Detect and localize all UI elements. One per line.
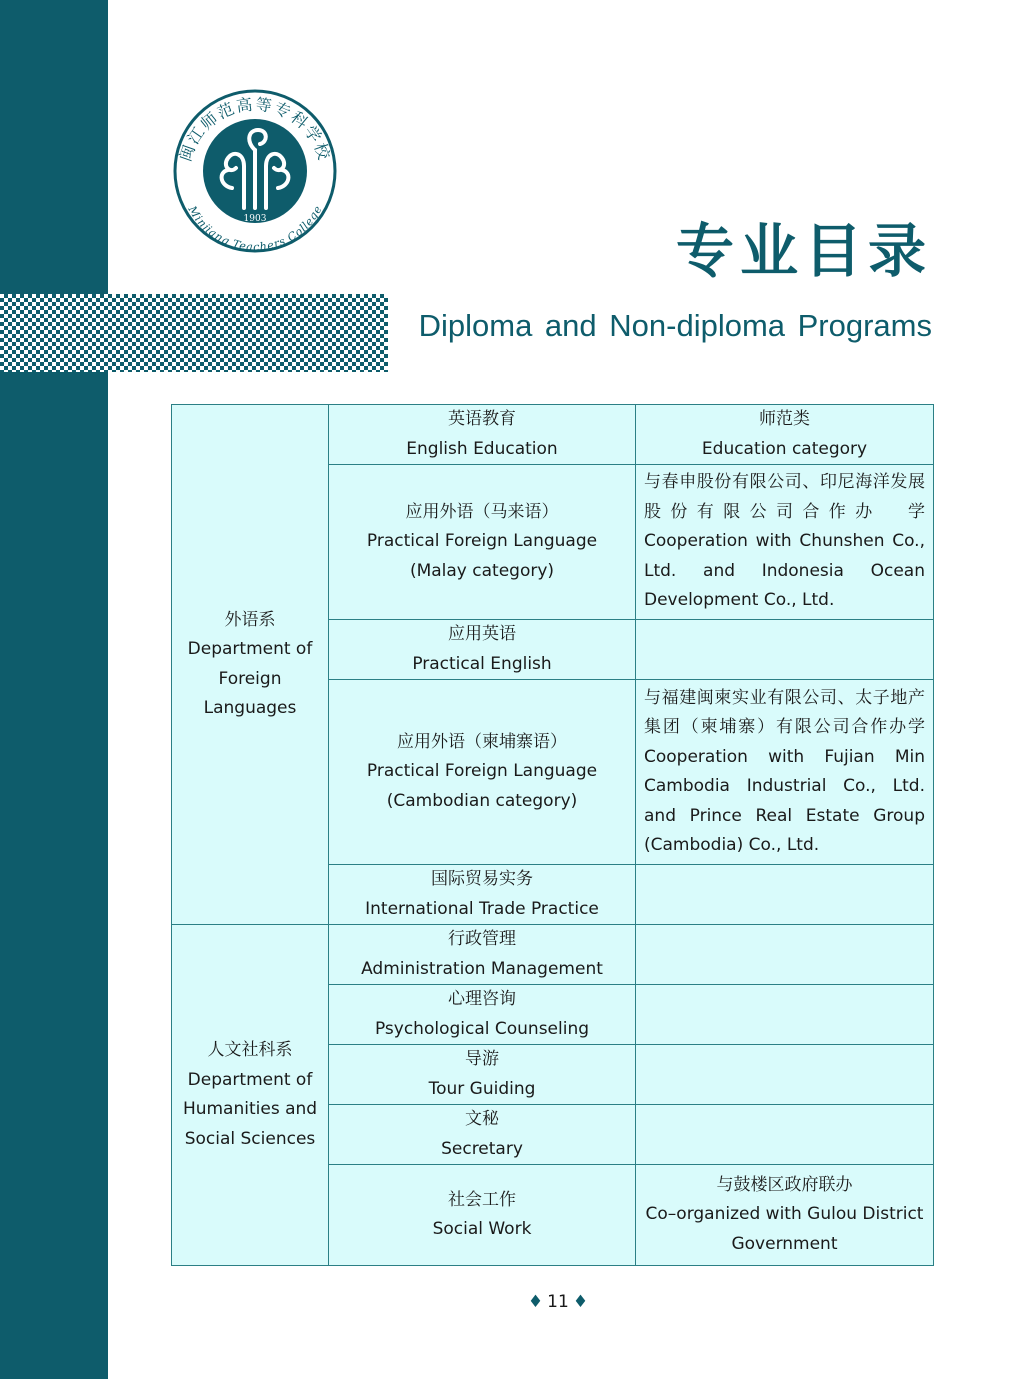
- major-name-cn: 行政管理: [448, 929, 516, 949]
- department-cell: [172, 405, 329, 925]
- diamond-pattern-band: [0, 294, 388, 372]
- programs-table: [171, 404, 934, 1266]
- diamond-ornament-icon: ♦: [572, 1292, 589, 1312]
- major-name-cn: 应用外语（柬埔寨语）: [397, 731, 567, 752]
- table-row: [172, 405, 934, 465]
- major-name-en: International Trade Practice: [365, 898, 599, 919]
- major-cell: [329, 985, 636, 1045]
- major-cell: [329, 1045, 636, 1105]
- major-name-cn: 社会工作: [448, 1189, 516, 1210]
- major-name-en: Secretary: [441, 1138, 523, 1159]
- page-title-english: Diploma and Non-diploma Programs: [418, 308, 932, 343]
- department-name-cn: 人文社科系: [207, 1040, 293, 1060]
- table-row: [172, 925, 934, 985]
- major-note: [636, 925, 934, 985]
- major-name-cn: 英语教育: [448, 409, 516, 429]
- major-name-en: Practical Foreign Language (Cambodian category): [366, 761, 598, 811]
- department-name-en: Department of Humanities and Social Sciences: [182, 1069, 318, 1149]
- major-name-en: Psychological Counseling: [374, 1018, 590, 1039]
- major-note: [636, 1045, 934, 1105]
- major-name-en: English Education: [406, 438, 558, 459]
- diamond-ornament-icon: ♦: [527, 1292, 544, 1312]
- major-name-cn: 应用英语: [448, 624, 516, 644]
- major-name-cn: 文秘: [465, 1109, 499, 1129]
- major-note: [636, 620, 934, 680]
- major-name-en: Tour Guiding: [428, 1078, 536, 1099]
- major-name-cn: 导游: [465, 1049, 499, 1069]
- page-number-value: 11: [547, 1292, 569, 1312]
- major-name-en: Social Work: [432, 1219, 532, 1239]
- major-name-cn: 应用外语（马来语）: [405, 501, 559, 522]
- department-name-cn: 外语系: [224, 609, 276, 630]
- major-name-en: Practical English: [412, 653, 552, 674]
- major-name-cn: 国际贸易实务: [431, 869, 533, 889]
- major-cell: [329, 405, 636, 465]
- major-cell: [329, 1165, 636, 1266]
- major-cell: [329, 680, 636, 865]
- svg-text:Minjiang Teachers College: [185, 203, 325, 254]
- department-name-en: Department of Foreign Languages: [187, 639, 313, 718]
- logo-name-en: Minjiang Teachers College: [185, 203, 325, 254]
- major-name-cn: 心理咨询: [448, 989, 516, 1009]
- major-name-en: Administration Management: [361, 958, 603, 979]
- major-cell: [329, 1105, 636, 1165]
- major-note: 与春申股份有限公司、印尼海洋发展股份有限公司合作办 学 Cooperation with Chunshen Co., Ltd. and Indonesia Ocean Development Co., Ltd.: [636, 465, 934, 620]
- major-name-en: Practical Foreign Language (Malay category): [366, 531, 598, 581]
- logo-name-cn: 闽江师范高等专科学校: [175, 94, 335, 164]
- page-title-chinese: 专业目录: [675, 217, 932, 285]
- svg-text:1903: 1903: [243, 214, 267, 224]
- major-note: [636, 865, 934, 925]
- major-note: 与福建闽柬实业有限公司、太子地产集团（柬埔寨）有限公司合作办学 Cooperation with Fujian Min Cambodia Industrial Co., Ltd. and Prince Real Estate Group (Cambodia) Co., Ltd.: [636, 680, 934, 865]
- major-cell: [329, 465, 636, 620]
- svg-text:闽江师范高等专科学校: [176, 95, 335, 164]
- page-number: [0, 1292, 1024, 1312]
- major-note: 师范类 Education category: [636, 405, 934, 465]
- department-cell: [172, 925, 329, 1266]
- logo-ring-text: [172, 88, 338, 254]
- major-note: [636, 1105, 934, 1165]
- major-cell: [329, 865, 636, 925]
- major-note: 与鼓楼区政府联办 Co–organized with Gulou District Government: [636, 1165, 934, 1266]
- major-note: [636, 985, 934, 1045]
- major-cell: [329, 925, 636, 985]
- major-cell: [329, 620, 636, 680]
- side-color-bar: [0, 0, 108, 1379]
